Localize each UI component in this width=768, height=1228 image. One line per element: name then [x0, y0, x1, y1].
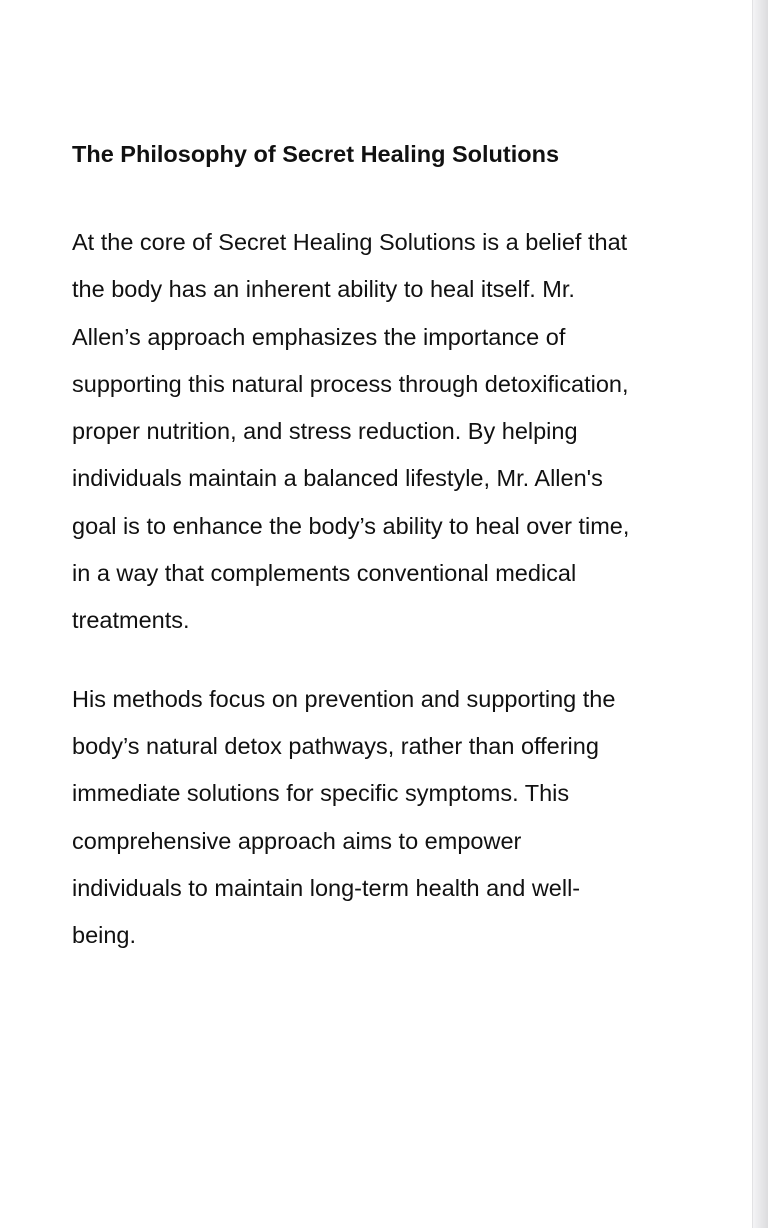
text-line: immediate solutions for specific symptoms. This [72, 780, 570, 807]
section-heading: The Philosophy of Secret Healing Solutions [72, 141, 560, 167]
text-line: individuals to maintain long-term health and well- [72, 874, 581, 901]
text-line: proper nutrition, and stress reduction. By helping [72, 418, 578, 445]
text-line: treatments. [72, 607, 190, 634]
paragraph-1 [72, 219, 702, 645]
text-line: being. [72, 922, 137, 949]
text-line: the body has an inherent ability to heal itself. Mr. [72, 276, 575, 303]
page-edge-scrollbar[interactable] [752, 0, 768, 1228]
text-line: comprehensive approach aims to empower [72, 827, 522, 854]
text-line: individuals maintain a balanced lifestyle, Mr. Allen's [72, 465, 603, 492]
paragraph-2 [72, 676, 702, 960]
document-content [72, 136, 702, 959]
text-line: At the core of Secret Healing Solutions is a belief that [72, 229, 628, 255]
text-line: Allen’s approach emphasizes the importance of [72, 323, 566, 350]
text-line: in a way that complements conventional medical [72, 560, 577, 587]
text-line: supporting this natural process through detoxification, [72, 370, 629, 397]
text-line: goal is to enhance the body’s ability to heal over time, [72, 512, 630, 539]
text-line: body’s natural detox pathways, rather than offering [72, 732, 599, 759]
text-line: His methods focus on prevention and supporting the [72, 685, 616, 712]
